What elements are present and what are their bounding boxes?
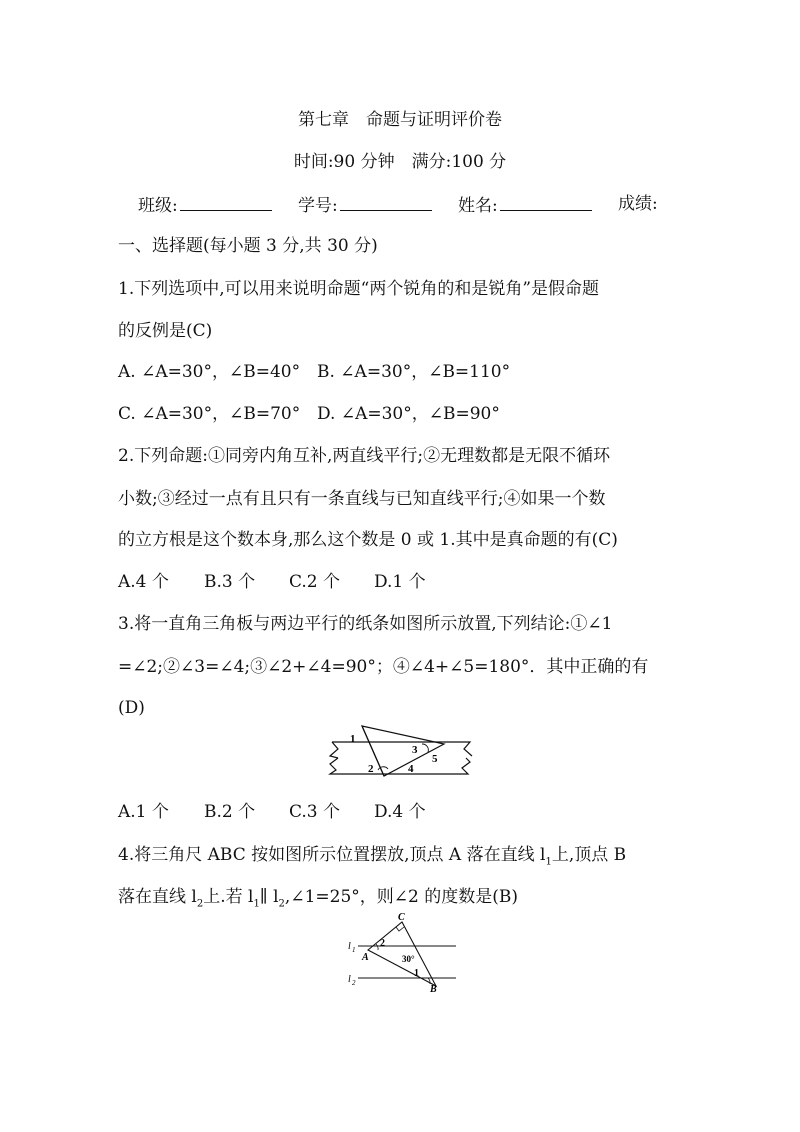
score-label: 成绩: [618, 194, 658, 214]
q2-option-d: D.1 个 [374, 572, 426, 592]
q4-text-line2: 落在直线 $l_2$上.若 $l_1\parallel$ $l_2,\angle 1=25^\circ$，则∠2 的度数是(B) [118, 887, 518, 910]
section-heading: 一、选择题(每小题 3 分,共 30 分) [118, 236, 378, 256]
q1-option-a: A. ∠A=30°，∠B=40° [118, 362, 301, 382]
q1-option-c: C. ∠A=30°，∠B=70° [118, 404, 301, 424]
strip-bottom-edge [330, 758, 470, 774]
line-l1-sub: 1 [352, 946, 356, 954]
triangle-ruler [362, 726, 444, 776]
exam-time-line: 时间:90 分钟 满分:100 分 [293, 152, 507, 172]
q1-text-line1: 1.下列选项中,可以用来说明命题“两个锐角的和是锐角”是假命题 [118, 279, 600, 299]
line-l2-label: l [348, 974, 351, 985]
q4-text-line1: 4.将三角尺 ABC 按如图所示位置摆放,顶点 A 落在直线 $l_1$上,顶点 B [118, 845, 627, 868]
q3-option-b: B.2 个 [204, 802, 256, 822]
q2-text-line2: 小数;③经过一点有且只有一条直线与已知直线平行;④如果一个数 [118, 489, 606, 509]
line-l1-label: l [348, 941, 351, 952]
q3-text-line3: (D) [118, 698, 145, 718]
vertex-c-label: C [398, 912, 405, 923]
page-title: 第七章 命题与证明评价卷 [298, 110, 502, 130]
q2-option-a: A.4 个 [118, 572, 169, 592]
q2-text-line3: 的立方根是这个数本身,那么这个数是 0 或 1.其中是真命题的有(C) [118, 530, 618, 550]
angle-30-label: 30° [402, 954, 415, 964]
q3-option-a: A.1 个 [118, 802, 169, 822]
name-label: 姓名: [458, 196, 498, 216]
strip-left-edge [330, 742, 338, 758]
vertex-a-label: A [362, 952, 369, 963]
id-field[interactable] [298, 192, 432, 218]
angle-label-1: 1 [350, 733, 356, 745]
id-label: 学号: [298, 196, 338, 216]
angle-label-5: 5 [432, 753, 438, 765]
q1-text-line2: 的反例是(C) [118, 321, 213, 341]
q3-option-c: C.3 个 [289, 802, 341, 822]
q1-option-b: B. ∠A=30°，∠B=110° [317, 362, 511, 382]
q3-option-d: D.4 个 [374, 802, 426, 822]
id-blank[interactable] [340, 192, 432, 211]
score-field [618, 192, 658, 216]
q3-text-line2: =∠2;②∠3=∠4;③∠2+∠4=90°；④∠4+∠5=180°．其中正确的有 [118, 657, 649, 677]
angle-label-2: 2 [368, 763, 374, 775]
angle-2-label: 2 [380, 938, 385, 949]
q1-option-d: D. ∠A=30°，∠B=90° [317, 404, 500, 424]
q2-text-line1: 2.下列命题:①同旁内角互补,两直线平行;②无理数都是无限不循环 [118, 446, 611, 466]
angle-label-4: 4 [408, 763, 414, 775]
name-field[interactable] [458, 192, 592, 218]
class-blank[interactable] [180, 192, 272, 211]
angle-1-label: 1 [414, 968, 419, 979]
line-l2-sub: 2 [352, 979, 356, 987]
vertex-b-label: B [430, 984, 437, 994]
q3-figure [326, 722, 476, 780]
q4-figure [344, 910, 460, 994]
q2-option-b: B.3 个 [204, 572, 256, 592]
angle-label-3: 3 [412, 744, 418, 756]
class-label: 班级: [138, 196, 178, 216]
q3-text-line1: 3.将一直角三角板与两边平行的纸条如图所示放置,下列结论:①∠1 [118, 614, 613, 634]
q2-option-c: C.2 个 [289, 572, 341, 592]
name-blank[interactable] [500, 192, 592, 211]
class-field[interactable] [138, 192, 272, 218]
